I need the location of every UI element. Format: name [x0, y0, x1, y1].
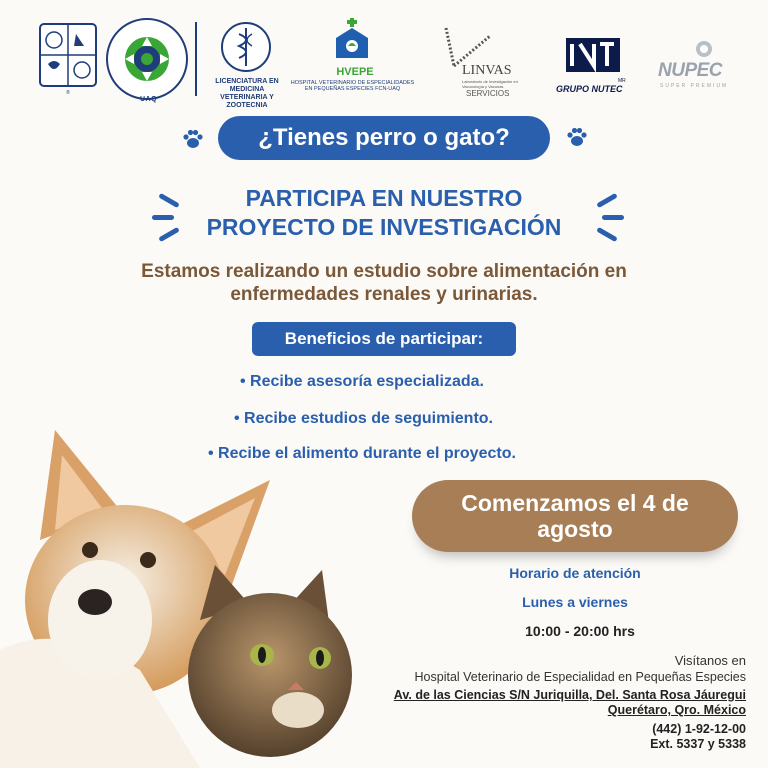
accent-dash: [602, 215, 624, 220]
title-pill: ¿Tienes perro o gato?: [218, 116, 550, 160]
nupec-emblem: [694, 40, 714, 58]
fcn-uaq-label: UAQ: [140, 96, 158, 103]
nutec-mr: MR: [618, 78, 626, 84]
hvepe-sub-label: HOSPITAL VETERINARIO DE ESPECIALIDADES EN PEQUEÑAS ESPECIES FCN-UAQ: [290, 80, 415, 92]
phone-number[interactable]: (442) 1-92-12-00: [652, 722, 746, 736]
nupec-label: NUPEC: [658, 60, 723, 81]
logo-divider: [195, 22, 197, 96]
study-line-2: enfermedades renales y urinarias.: [230, 284, 538, 305]
start-line-2: agosto: [537, 516, 613, 542]
hvepe-logo: [332, 18, 372, 64]
heading-line-1: PARTICIPA EN NUESTRO: [245, 185, 523, 211]
visit-label: Visítanos en: [674, 653, 746, 668]
benefit-item: • Recibe el alimento durante el proyecto.: [208, 445, 516, 462]
linvas-logo: [442, 26, 492, 68]
start-line-1: Comenzamos el 4 de: [461, 490, 689, 516]
hvepe-label: HVEPE: [336, 66, 374, 78]
nupec-sub-label: SUPER PREMIUM: [660, 83, 729, 89]
dog-and-cat-photo: [0, 420, 360, 768]
benefits-title-badge: Beneficios de participar:: [252, 322, 516, 356]
licenciatura-label: LICENCIATURA EN MEDICINA VETERINARIA Y ZOOTECNIA: [215, 78, 279, 109]
days-label: Lunes a viernes: [522, 594, 628, 610]
fcn-logo: [104, 16, 190, 102]
paw-icon-right: [566, 126, 588, 148]
benefit-item: • Recibe estudios de seguimiento.: [234, 410, 493, 427]
caduceus-logo: [219, 20, 273, 74]
nutec-logo: [560, 32, 626, 80]
linvas-sub-label: Laboratorio de Investigación en Vacunología y Vacunas: [462, 79, 518, 89]
logo-row: [0, 0, 768, 110]
bullet-dot-icon: •: [234, 410, 245, 427]
study-line-1: Estamos realizando un estudio sobre alimentación en: [141, 261, 627, 282]
uaq-shield-logo: [38, 22, 98, 96]
address-line-1[interactable]: Av. de las Ciencias S/N Juriquilla, Del. Santa Rosa Jáuregui: [393, 688, 746, 702]
visit-block: [394, 653, 746, 752]
start-date-pill: [412, 480, 738, 552]
paw-icon-left: [182, 128, 204, 150]
bullet-dot-icon: •: [240, 373, 251, 390]
bullet-dot-icon: •: [208, 445, 219, 462]
linvas-servicios-label: SERVICIOS: [466, 89, 510, 98]
heading-line-2: PROYECTO DE INVESTIGACIÓN: [206, 214, 562, 240]
hours-label: 10:00 - 20:00 hrs: [525, 623, 635, 639]
svg-text:®: ®: [66, 90, 70, 96]
hours-title: Horario de atención: [509, 565, 641, 581]
linvas-label: LINVAS: [462, 63, 512, 78]
address-line-2[interactable]: Querétaro, Qro. México: [607, 703, 746, 717]
phone-extension: Ext. 5337 y 5338: [650, 737, 746, 751]
hospital-name: Hospital Veterinario de Especialidad en Pequeñas Especies: [414, 670, 746, 684]
study-description: [80, 260, 688, 306]
nutec-label: GRUPO NUTEC: [556, 84, 623, 94]
benefit-item: • Recibe asesoría especializada.: [240, 373, 484, 390]
